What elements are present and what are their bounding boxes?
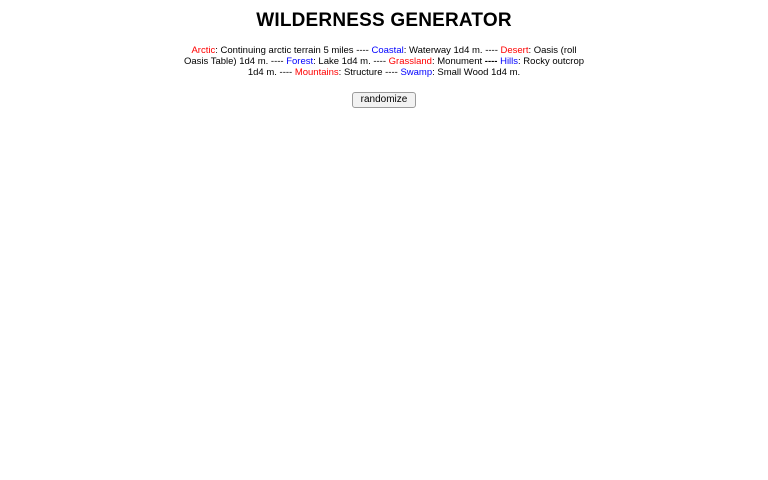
description-text: : Oasis (roll	[528, 45, 577, 56]
description-text: : Monument	[431, 56, 485, 67]
description-line	[164, 56, 604, 67]
description-text: : Structure ----	[338, 67, 401, 78]
terrain-name: Swamp	[400, 67, 433, 78]
terrain-name: Desert	[500, 45, 529, 56]
button-row	[0, 89, 768, 108]
randomize-button[interactable]: randomize	[352, 92, 417, 108]
terrain-name: Hills	[500, 56, 519, 67]
description-line	[164, 45, 604, 56]
description-text: : Small Wood 1d4 m.	[432, 67, 521, 78]
description-text: : Lake 1d4 m. ----	[313, 56, 389, 67]
description-text: : Waterway 1d4 m. ----	[403, 45, 501, 56]
terrain-name: Mountains	[294, 67, 339, 78]
terrain-name: Forest	[286, 56, 314, 67]
description-text: : Rocky outcrop	[518, 56, 585, 67]
terrain-name: Coastal	[371, 45, 404, 56]
page-title: WILDERNESS GENERATOR	[256, 10, 512, 31]
terrain-name: Arctic	[191, 45, 216, 56]
terrain-name: Grassland	[388, 56, 432, 67]
terrain-description	[164, 45, 604, 78]
description-text: Oasis Table) 1d4 m. ----	[183, 56, 287, 67]
description-text: 1d4 m. ----	[247, 67, 295, 78]
separator-bold: ----	[484, 56, 498, 67]
description-text: : Continuing arctic terrain 5 miles ----	[215, 45, 372, 56]
description-line	[164, 67, 604, 78]
